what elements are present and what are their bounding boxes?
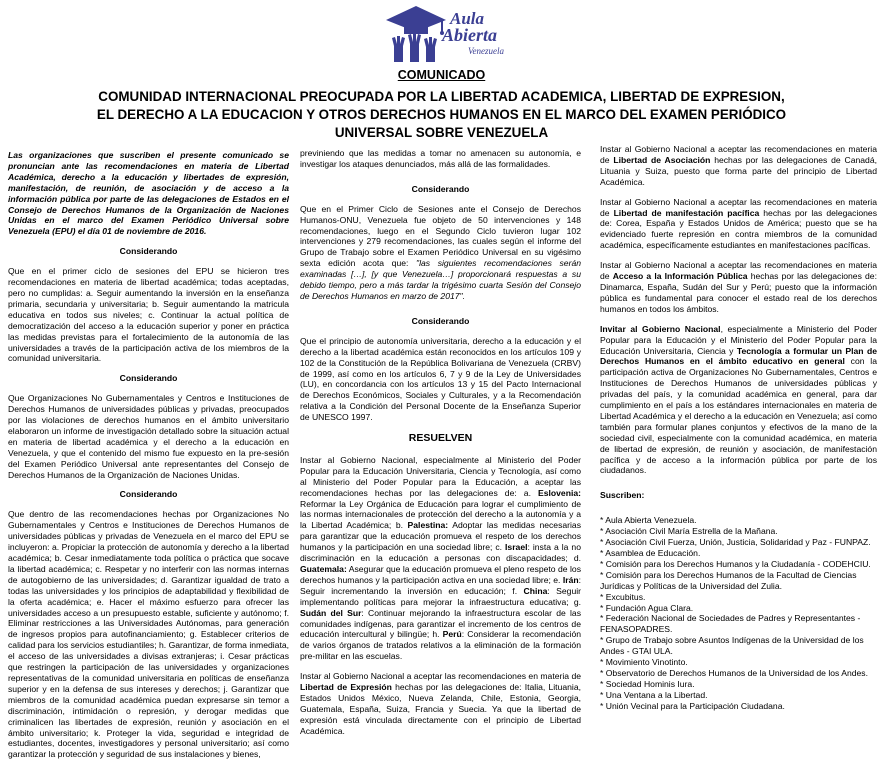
- considerando-heading: Considerando: [119, 246, 178, 257]
- suscriben-heading: Suscriben:: [600, 490, 645, 501]
- country-label: Sudán del Sur: [300, 607, 362, 618]
- considerando-paragraph: Que en el primer ciclo de sesiones del EPU se hicieron tres recomendaciones en materia de libertad académica; todas aceptadas, pero no cumplidas: a. Seguir aumentando la inversión en la enseñanza primaria, secundaria y universitaria; b. Seguir aumentando la matricula educativa en todos sus niveles; c. Continuar la actual política de democratización del acceso a la educación superior y poner en práctica las medidas previstas para el fortalecimiento de la autonomía de las universidades a través de la participación activa de los miembros de la comunidad universitaria.: [8, 266, 289, 364]
- logo-text-venezuela: Venezuela: [468, 46, 504, 56]
- signer-item: * Movimiento Vinotinto.: [600, 657, 688, 668]
- topic-label: Libertad de manifestación pacífica: [613, 207, 760, 218]
- invitar-paragraph: [600, 324, 877, 477]
- paragraph-text: Que en el Primer Ciclo de Sesiones ante el Consejo de Derechos Humanos-ONU, Venezuela fue objeto de 50 intervenciones y 148 recomendaciones, luego en el Segundo Ciclo tuvieron lugar 102 intervenciones y 279 recomendaciones, las cuales según el informe del Grupo de Trabajo sobre el Examen Periódico Universal en su vigésimo sexta edición acota que:: [300, 203, 581, 269]
- considerando-heading: Considerando: [411, 315, 470, 326]
- paragraph-text: : Considerar la recomendación de varios órganos de tratados relativos a la eliminación de la formación pre-militar en las escuelas.: [300, 629, 582, 662]
- signer-item: * Excubitus.: [600, 591, 646, 602]
- paragraph-text: Instar al Gobierno Nacional a aceptar las recomendaciones en materia de: [600, 196, 877, 218]
- country-label: Irán: [562, 574, 579, 585]
- comunicado-heading: COMUNICADO: [397, 68, 486, 82]
- resuelven-paragraph: [600, 260, 877, 315]
- paragraph-text: : Seguir implementando políticas para mejorar la infraestructura educativa; g.: [300, 585, 581, 607]
- column-left: [8, 150, 289, 769]
- topic-label: Libertad de Expresión: [300, 682, 392, 693]
- resuelven-paragraph: [600, 144, 877, 188]
- topic-label: Libertad de Asociación: [613, 154, 711, 165]
- document-title: COMUNIDAD INTERNACIONAL PREOCUPADA POR LA LIBERTAD ACADEMICA, LIBERTAD DE EXPRESION, EL DERECHO A LA EDUCACION Y OTROS DERECHOS HUMANOS EN EL MARCO DEL EXAMEN PERIÓDICO UNIVERSAL SOBRE VENEZUELA: [96, 89, 787, 140]
- considerando-paragraph: Que el principio de autonomía universitaria, derecho a la educación y el derecho a la libertad académica están reconocidos en los artículos 109 y 102 de la Constitución de la República Bolivariana de Venezuela (CRBV) de 1999, así como en los artículos 6, 7 y 9 de la Ley de Universidades (LU), en concordancia con los artículos 13 y 15 del Pacto Internacional de Derechos Económicos, Sociales y Culturales, y a la Recomendación relativa a la Condición del Personal Docente de la Enseñanza Superior de UNESCO 1997.: [300, 335, 581, 423]
- paragraph-text: Adoptar las medidas necesarias para garantizar que la educación promueva el respeto de los derechos humanos y la participación en una sociedad libre; c.: [300, 520, 582, 553]
- resuelven-paragraph: [300, 455, 581, 662]
- paragraph-text: , especialmente a Ministerio del Poder Popular para la Educación y el Ministerio del Poder Popular para la Educación Universitaria, Ciencia y: [600, 323, 877, 356]
- country-label: Israel: [505, 542, 528, 553]
- country-label: Palestina:: [407, 520, 449, 531]
- paragraph-text: hechas por las delegaciones de: Corea, España y Estados Unidos de América; puesto que se ha evidenciado fuerte represión en contra miembros de la comunidad académica, específicamente estudiantes en manifestaciones pacíficas.: [600, 207, 877, 251]
- paragraph-text: hechas por las delegaciones de Canadá, Lituania y Suiza, puesto que forma parte del principio de Libertad Académica.: [600, 154, 877, 187]
- signer-item: * Asamblea de Educación.: [600, 548, 701, 558]
- considerando-paragraph: [300, 204, 581, 302]
- paragraph-text: Instar al Gobierno Nacional a aceptar las recomendaciones en materia de: [600, 260, 877, 282]
- logo-text-aula: Aula: [450, 9, 485, 28]
- column-middle: [300, 148, 581, 746]
- logo-text-abierta: Abierta: [442, 25, 498, 45]
- considerando-paragraph: Que dentro de las recomendaciones hechas por Organizaciones No Gubernamentales y Centros e Instituciones de Derechos Humanos de universidades públicas y privadas de Venezuela en el marco del EPU se incluyeron: a. Propiciar la protección de autonomía y derecho a la libertad académica; b. Cesar inmediatamente toda política o práctica que socave la libertad académica; c. Respetar y no interferir con las normas internas de autogobierno de las universidades; d. Garantizar igualdad de trato a todas las universidades y los principios de adaptabilidad y flexibilidad de la oferta académica; e. Hacer el máximo esfuerzo para ofrecer las universidades acceso a un presupuesto estable, suficiente y autónomo; f. Eliminar restricciones a las Universidades Autónomas, para generación de ingresos propios para autofinanciamiento; g. Establecer criterios de calidad para los servicios estudiantiles; h. Garantizar, de forma inmediata, el acceso de las universidades a divisas extranjeras; i. Cesar prácticas que restringen la participación de las universidades y organizaciones representativas de la comunidad universitaria en políticas de enseñanza superior y en la defensa de sus intereses y derechos; j. Garantizar que miembros de la comunidad académica puedan expresarse sin temor a discriminación, intimidación o represión, y derogar medidas que criminalicen las libertades de expresión, reunión y asociación en el ámbito universitario; k. Proteger la vida, seguridad e integridad de estudiantes, docentes, investigadores y personal universitario; así como garantizar la protección y seguridad de sus instalaciones y bienes,: [8, 509, 289, 760]
- paragraph-text: Asegurar que la educación promueva el pleno respeto de los derechos humanos y la participación activa en una sociedad libre; e.: [300, 564, 581, 585]
- considerando-heading: Considerando: [119, 373, 178, 384]
- quote-text: "las siguientes recomendaciones serán examinadas […], [y que Venezuela…] proporcionará respuestas a su debido tiempo, pero a más tardar la trigésimo cuarta Sesión del Consejo de Derechos Humanos en marzo de 2017".: [300, 258, 581, 301]
- country-label: Perú: [442, 629, 462, 640]
- signer-item: * Federación Nacional de Sociedades de Padres y Representantes - FENASOPADRES.: [600, 613, 861, 635]
- signer-item: * Sociedad Hominis Iura.: [600, 678, 695, 689]
- signer-item: * Asociación Civil Fuerza, Unión, Justicia, Solidaridad y Paz - FUNPAZ.: [600, 537, 871, 548]
- country-label: China: [523, 585, 548, 596]
- signer-item: * Unión Vecinal para la Participación Ciudadana.: [600, 700, 785, 711]
- signer-item: * Observatorio de Derechos Humanos de la Universidad de los Andes.: [600, 667, 868, 678]
- paragraph-text: : Continuar mejorando la infraestructura escolar de las comunidades indígenas, para garantizar el incremento de los centros de educación intercultural y bilingüe; h.: [300, 607, 581, 640]
- paragraph-text: Reformar la Ley Orgánica de Educación para lograr el cumplimiento de las normas internacionales de protección del derecho a la autonomía y a la Libertad Académica; b.: [300, 498, 581, 531]
- paragraph-text: Instar al Gobierno Nacional a aceptar las recomendaciones en materia de: [600, 144, 877, 165]
- column-right: [600, 144, 877, 712]
- signers-list: [600, 515, 877, 711]
- paragraph-text: : insta a la no discriminación en la educación a personas con discapacidades; d.: [300, 542, 581, 564]
- country-label: Guatemala:: [300, 564, 347, 574]
- topic-label: Invitar al Gobierno Nacional: [600, 323, 721, 334]
- paragraph-text: con la participación activa de Organizaciones No Gubernamentales, Centros e Instituciones de Derechos Humanos de universidades públicas y privadas del país, y la comunidad académica en general, para dar cumplimiento en el país a los estándares internacionales en materia de Libertad Académica y el derecho a la educación en Venezuela; así como también para formular planes conjuntos y efectivos de la mano de la sociedad civil, especialmente con la comunidad académica, en materia de libertad de expresión, de reunión y asociación, de manifestación pacífica y de acceso a la información pública por parte de los ciudadanos.: [600, 356, 877, 476]
- considerando-heading: Considerando: [411, 183, 470, 194]
- topic-label: Acceso a la Información Pública: [612, 271, 748, 282]
- paragraph-text: hechas por las delegaciones de: Dinamarca, España, Sudán del Sur y Perú; puesto que la información pública es fundamental para conocer el estado real de los derechos humanos en todos los ámbitos.: [600, 271, 877, 314]
- signer-item: * Comisión para los Derechos Humanos y la Ciudadanía - CODEHCIU.: [600, 558, 871, 569]
- continuation-paragraph: previniendo que las medidas a tomar no amenacen su autonomía, e investigar los ataques denunciados, más allá de las formalidades.: [300, 148, 581, 169]
- signer-item: * Grupo de Trabajo sobre Asuntos Indígenas de la Universidad de los Andes - GTAI ULA.: [600, 635, 864, 657]
- aula-abierta-logo: [376, 2, 516, 64]
- resuelven-heading: RESUELVEN: [408, 432, 473, 445]
- intro-paragraph: Las organizaciones que suscriben el presente comunicado se pronuncian ante las recomendaciones en materia de Libertad Académica, derecho a la educación y libertades de expresión, manifestación, de reunión, de asociación y de acceso a la información pública por parte de las delegaciones de Estados en el Consejo de Derechos Humanos de la Organización de Naciones Unidas en el marco del Examen Periódico Universal sobre Venezuela (EPU) el día 01 de noviembre de 2016.: [8, 150, 289, 237]
- paragraph-text: hechas por las delegaciones de: Italia, Lituania, Estados Unidos México, Nueva Zelanda, Chile, Estonia, Georgia, Guatemala, España, Suiza, Francia y Suecia. Ya que la libertad de expresión está vinculada directamente con el principio de Libertad Académica.: [300, 682, 581, 736]
- paragraph-text: Instar al Gobierno Nacional a aceptar las recomendaciones en materia de: [300, 671, 581, 682]
- considerando-paragraph: Que Organizaciones No Gubernamentales y Centros e Instituciones de Derechos Humanos de universidades públicas y privadas, preocupados por las violaciones de derechos humanos en el ámbito universitario elaboraron un informe de investigación detallado sobre la situación actual en materia de libertad académica y el derecho a la educación en Venezuela, y que el contenido del mismo fue expuesto en la pre-sesión del Examen Periódico Universal ante representantes del Consejo de Derechos Humanos de la Organización de Naciones Unidas.: [8, 393, 289, 480]
- signer-item: * Fundación Agua Clara.: [600, 602, 694, 613]
- topic-label: Tecnología a formular un Plan de Derechos Humanos en el ámbito educativo en general: [600, 345, 877, 367]
- paragraph-text: Instar al Gobierno Nacional, especialmente al Ministerio del Poder Popular para la Educación Universitaria, Ciencia y Tecnología, así como al Ministerio del Poder Popular para la Educación, a aceptar las recomendaciones hechas por las delegaciones de: a.: [300, 454, 581, 498]
- signer-item: * Asociación Civil María Estrella de la Mañana.: [600, 526, 778, 537]
- paragraph-text: : Seguir incrementando la inversión en educación; f.: [300, 574, 581, 596]
- signer-item: * Una Ventana a la Libertad.: [600, 689, 708, 700]
- considerando-heading: Considerando: [119, 489, 178, 500]
- signer-item: * Comisión para los Derechos Humanos de la Facultad de Ciencias Jurídicas y Políticas de la Universidad del Zulia.: [600, 569, 857, 591]
- resuelven-paragraph: [300, 671, 581, 736]
- country-label: Eslovenia:: [538, 487, 581, 498]
- resuelven-paragraph: [600, 197, 877, 252]
- signer-item: * Aula Abierta Venezuela.: [600, 515, 697, 526]
